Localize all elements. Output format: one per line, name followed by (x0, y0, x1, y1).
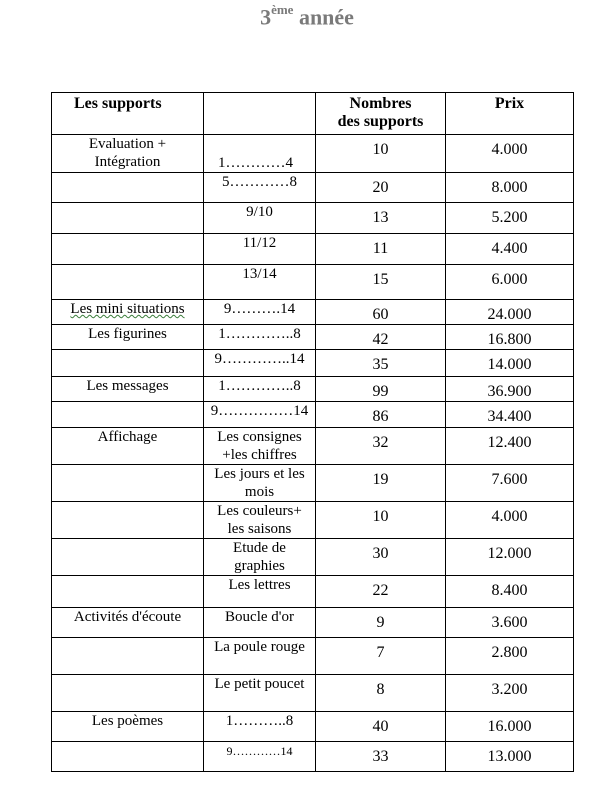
count-cell: 8 (316, 675, 446, 712)
count-cell: 15 (316, 265, 446, 300)
header-count (316, 93, 446, 135)
table-row (52, 608, 574, 638)
price-cell: 6.000 (446, 265, 574, 300)
support-cell: Activités d'écoute (52, 608, 204, 638)
price-cell: 24.000 (446, 300, 574, 325)
price-cell: 4.000 (446, 502, 574, 539)
support-cell (52, 173, 204, 203)
table-row (52, 675, 574, 712)
table-row (52, 502, 574, 539)
range-cell: 9……………14 (204, 402, 316, 428)
page-title (0, 4, 614, 30)
table-row (52, 173, 574, 203)
support-cell (52, 465, 204, 502)
count-cell: 13 (316, 203, 446, 234)
support-cell (52, 576, 204, 608)
table-row (52, 742, 574, 772)
range-cell: 9……….14 (204, 300, 316, 325)
title-text: année (293, 4, 354, 30)
header-range (204, 93, 316, 135)
range-cell: 1…………..8 (204, 377, 316, 402)
count-cell: 30 (316, 539, 446, 576)
count-cell: 86 (316, 402, 446, 428)
support-cell (52, 502, 204, 539)
range-cell: Les consignes +les chiffres (204, 428, 316, 465)
range-cell: Les couleurs+ les saisons (204, 502, 316, 539)
table-row (52, 465, 574, 502)
count-cell: 9 (316, 608, 446, 638)
price-cell: 4.400 (446, 234, 574, 265)
title-superscript: ème (271, 2, 294, 17)
table-row (52, 712, 574, 742)
range-cell: 11/12 (204, 234, 316, 265)
support-cell: Les poèmes (52, 712, 204, 742)
price-cell: 16.000 (446, 712, 574, 742)
count-cell: 11 (316, 234, 446, 265)
count-cell: 10 (316, 135, 446, 173)
table-row (52, 402, 574, 428)
header-count-line1: Nombres (349, 95, 412, 112)
count-cell: 32 (316, 428, 446, 465)
price-cell: 13.000 (446, 742, 574, 772)
count-cell: 19 (316, 465, 446, 502)
range-cell: Le petit poucet (204, 675, 316, 712)
support-cell: Les messages (52, 377, 204, 402)
support-cell: Affichage (52, 428, 204, 465)
support-cell (52, 234, 204, 265)
table-row (52, 325, 574, 350)
count-cell: 7 (316, 638, 446, 675)
range-cell: Boucle d'or (204, 608, 316, 638)
support-cell (52, 742, 204, 772)
range-cell: 9…………..14 (204, 350, 316, 377)
count-cell: 60 (316, 300, 446, 325)
price-cell: 14.000 (446, 350, 574, 377)
price-cell: 36.900 (446, 377, 574, 402)
support-cell (52, 265, 204, 300)
price-cell: 5.200 (446, 203, 574, 234)
support-cell: Les figurines (52, 325, 204, 350)
support-cell (52, 675, 204, 712)
count-cell: 22 (316, 576, 446, 608)
range-cell: 13/14 (204, 265, 316, 300)
price-cell: 8.000 (446, 173, 574, 203)
support-cell (52, 350, 204, 377)
price-cell: 34.400 (446, 402, 574, 428)
price-cell: 3.600 (446, 608, 574, 638)
range-cell: Les lettres (204, 576, 316, 608)
title-number: 3 (260, 4, 272, 30)
price-cell: 16.800 (446, 325, 574, 350)
table-row (52, 428, 574, 465)
price-cell: 7.600 (446, 465, 574, 502)
header-price: Prix (446, 93, 574, 135)
support-cell: Les mini situations (52, 300, 204, 325)
count-cell: 99 (316, 377, 446, 402)
table-row (52, 135, 574, 173)
table-row (52, 638, 574, 675)
range-cell: Les jours et les mois (204, 465, 316, 502)
range-cell: La poule rouge (204, 638, 316, 675)
table-row (52, 576, 574, 608)
price-cell: 2.800 (446, 638, 574, 675)
range-cell: 9…………14 (204, 742, 316, 772)
table-row (52, 300, 574, 325)
header-count-line2: des supports (337, 113, 424, 130)
price-cell: 3.200 (446, 675, 574, 712)
range-cell: 9/10 (204, 203, 316, 234)
table-row (52, 350, 574, 377)
count-cell: 35 (316, 350, 446, 377)
count-cell: 20 (316, 173, 446, 203)
table-row (52, 265, 574, 300)
support-cell (52, 539, 204, 576)
range-cell: 1…………..8 (204, 325, 316, 350)
count-cell: 10 (316, 502, 446, 539)
count-cell: 42 (316, 325, 446, 350)
count-cell: 40 (316, 712, 446, 742)
support-cell (52, 203, 204, 234)
table-row (52, 377, 574, 402)
range-cell: Etude de graphies (204, 539, 316, 576)
supports-table (51, 92, 574, 772)
table-row (52, 539, 574, 576)
table-row (52, 234, 574, 265)
range-cell: 5…………8 (204, 173, 316, 203)
price-cell: 8.400 (446, 576, 574, 608)
support-cell (52, 638, 204, 675)
count-cell: 33 (316, 742, 446, 772)
header-supports: Les supports (52, 93, 204, 135)
range-cell: 1………..8 (204, 712, 316, 742)
table-row (52, 203, 574, 234)
price-cell: 12.400 (446, 428, 574, 465)
range-cell: 1…………4 (204, 135, 316, 173)
support-cell (52, 402, 204, 428)
header-row (52, 93, 574, 135)
support-cell: Evaluation + Intégration (52, 135, 204, 173)
price-cell: 12.000 (446, 539, 574, 576)
price-cell: 4.000 (446, 135, 574, 173)
